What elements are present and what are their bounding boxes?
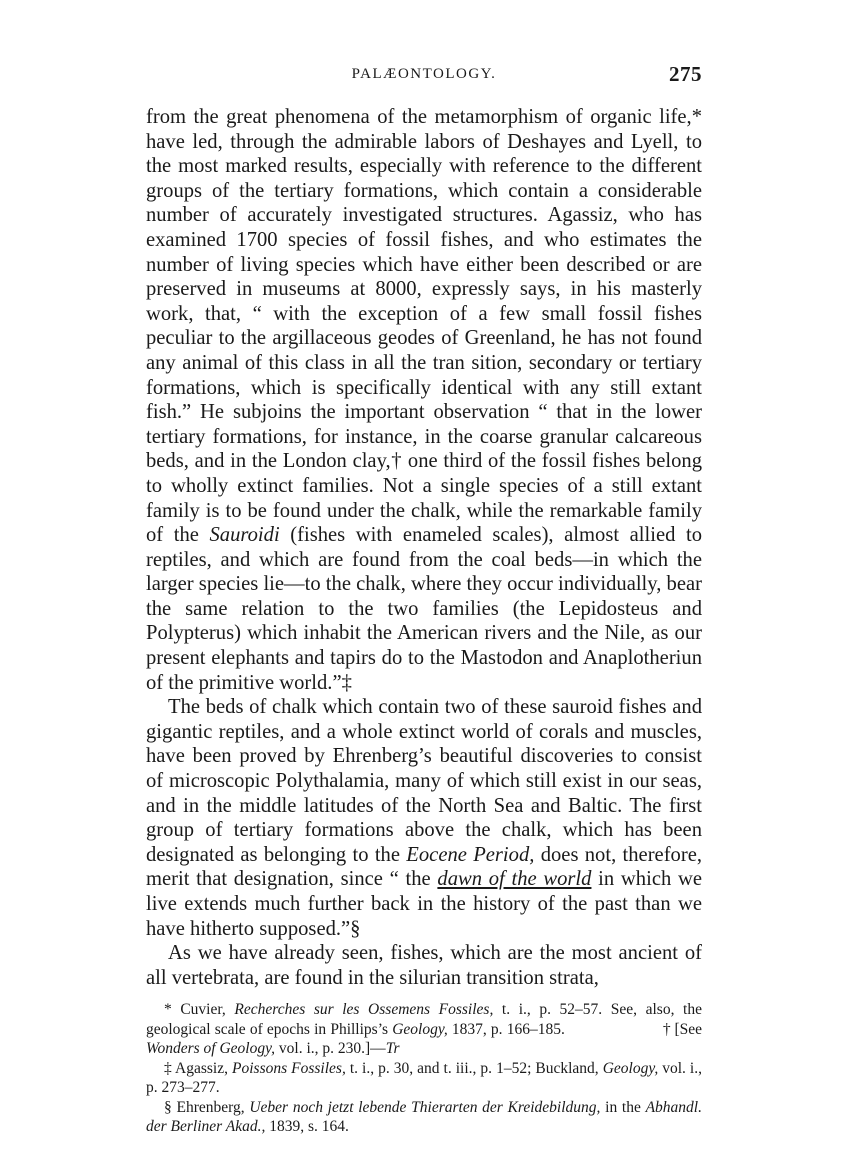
text-run: 1837, p. 166–185. — [447, 1020, 565, 1038]
running-title: PALÆONTOLOGY. — [351, 66, 497, 82]
footnotes — [146, 1000, 702, 1137]
text-run: from the great phenomena of the metamorphism of organic life,* have led, through the admirable labors of Deshayes and Lyell, to the most marked results, especially with reference to the different groups of the tertiary formations, which contain a considerable number of accurately investigated structures. Agassiz, who has examined 1700 species of fossil fishes, and who estimates the number of living species which have either been described or are preserved in museums at 8000, expressly says, in his masterly work, that, “ with the exception of a few small fossil fishes peculiar to the argillaceous geodes of Greenland, he has not found any animal of this class in all the tran sition, secondary or tertiary formations, which is specifically identical with any still extant fish.” He subjoins the important observation “ that in the lower tertiary formations, for instance, in the coarse granular calcareous beds, and in the London clay,† one third of the fossil fishes belong to wholly extinct families. Not a single species of a still extant family is to be found under the chalk, while the remarkable family of the — [146, 106, 702, 547]
text-run: in which we live extends much further back in the history of the past than we have hitherto supposed.”§ — [146, 868, 702, 940]
italic-text: Poissons Fossiles, — [232, 1059, 346, 1077]
italic-text: Eocene Period, — [406, 843, 535, 866]
italic-text: Geology, — [602, 1059, 659, 1077]
italic-text: Wonders of Geology, — [146, 1040, 276, 1058]
footnote — [146, 1059, 702, 1098]
text-run: The beds of chalk which contain two of these sauroid fishes and gigantic reptiles, and a whole extinct world of corals and muscles, have been proved by Ehrenberg’s beautiful discoveries to consist of microscopic Polythalamia, many of which still exist in our seas, and in the middle latitudes of the North Sea and Baltic. The first group of tertiary formations above the chalk, which has been designated as belonging to the — [146, 696, 702, 866]
italic-text: Recherches sur les Ossemens Fossiles, — [234, 1001, 494, 1019]
text-run: in the — [600, 1098, 646, 1116]
footnote — [146, 1098, 702, 1137]
italic-text: Sauroidi — [209, 524, 280, 547]
body-text — [146, 105, 702, 990]
page-number: 275 — [669, 62, 702, 86]
text-run: vol. i., p. 273–277. — [146, 1059, 702, 1097]
paragraph — [146, 941, 702, 990]
text-run: vol. i., p. 230.]— — [275, 1040, 386, 1058]
running-head — [146, 62, 702, 90]
paragraph — [146, 695, 702, 941]
italic-text: Ueber noch jetzt lebende Thierarten der Kreidebildung, — [249, 1098, 601, 1116]
text-run: t. i., p. 52–57. See, also, the geological scale of epochs in Phillips’s — [146, 1001, 702, 1038]
text-run: 1839, s. 164. — [265, 1118, 349, 1136]
text-run: ‡ Agassiz, — [164, 1059, 233, 1077]
italic-text: dawn of the world — [437, 868, 592, 891]
text-run: (fishes with enameled scales), almost allied to reptiles, and which are found from the coal beds—in which the larger species lie—to the chalk, where they occur individually, bear the same relation to the two families (the Lepidosteus and Polypterus) which inhabit the American rivers and the Nile, as our present elephants and tapirs do to the Mastodon and Anaplotheriun of the primitive world.”‡ — [146, 524, 702, 694]
text-run: As we have already seen, fishes, which are the most ancient of all vertebrata, are found in the silurian transition strata, — [146, 942, 702, 989]
text-run: § Ehrenberg, — [164, 1098, 250, 1116]
italic-text: Abhandl. der Berliner Akad., — [146, 1098, 702, 1136]
paragraph — [146, 105, 702, 695]
footnote — [146, 1000, 702, 1059]
text-run: * Cuvier, — [164, 1001, 235, 1019]
text-run: † [See — [662, 1020, 702, 1038]
italic-text: Geology, — [392, 1020, 448, 1038]
text-run: t. i., p. 30, and t. iii., p. 1–52; Buckland, — [345, 1059, 603, 1077]
italic-text: Tr — [385, 1040, 400, 1058]
text-run: does not, therefore, merit that designation, since “ the — [146, 843, 702, 891]
book-page — [146, 62, 702, 1137]
